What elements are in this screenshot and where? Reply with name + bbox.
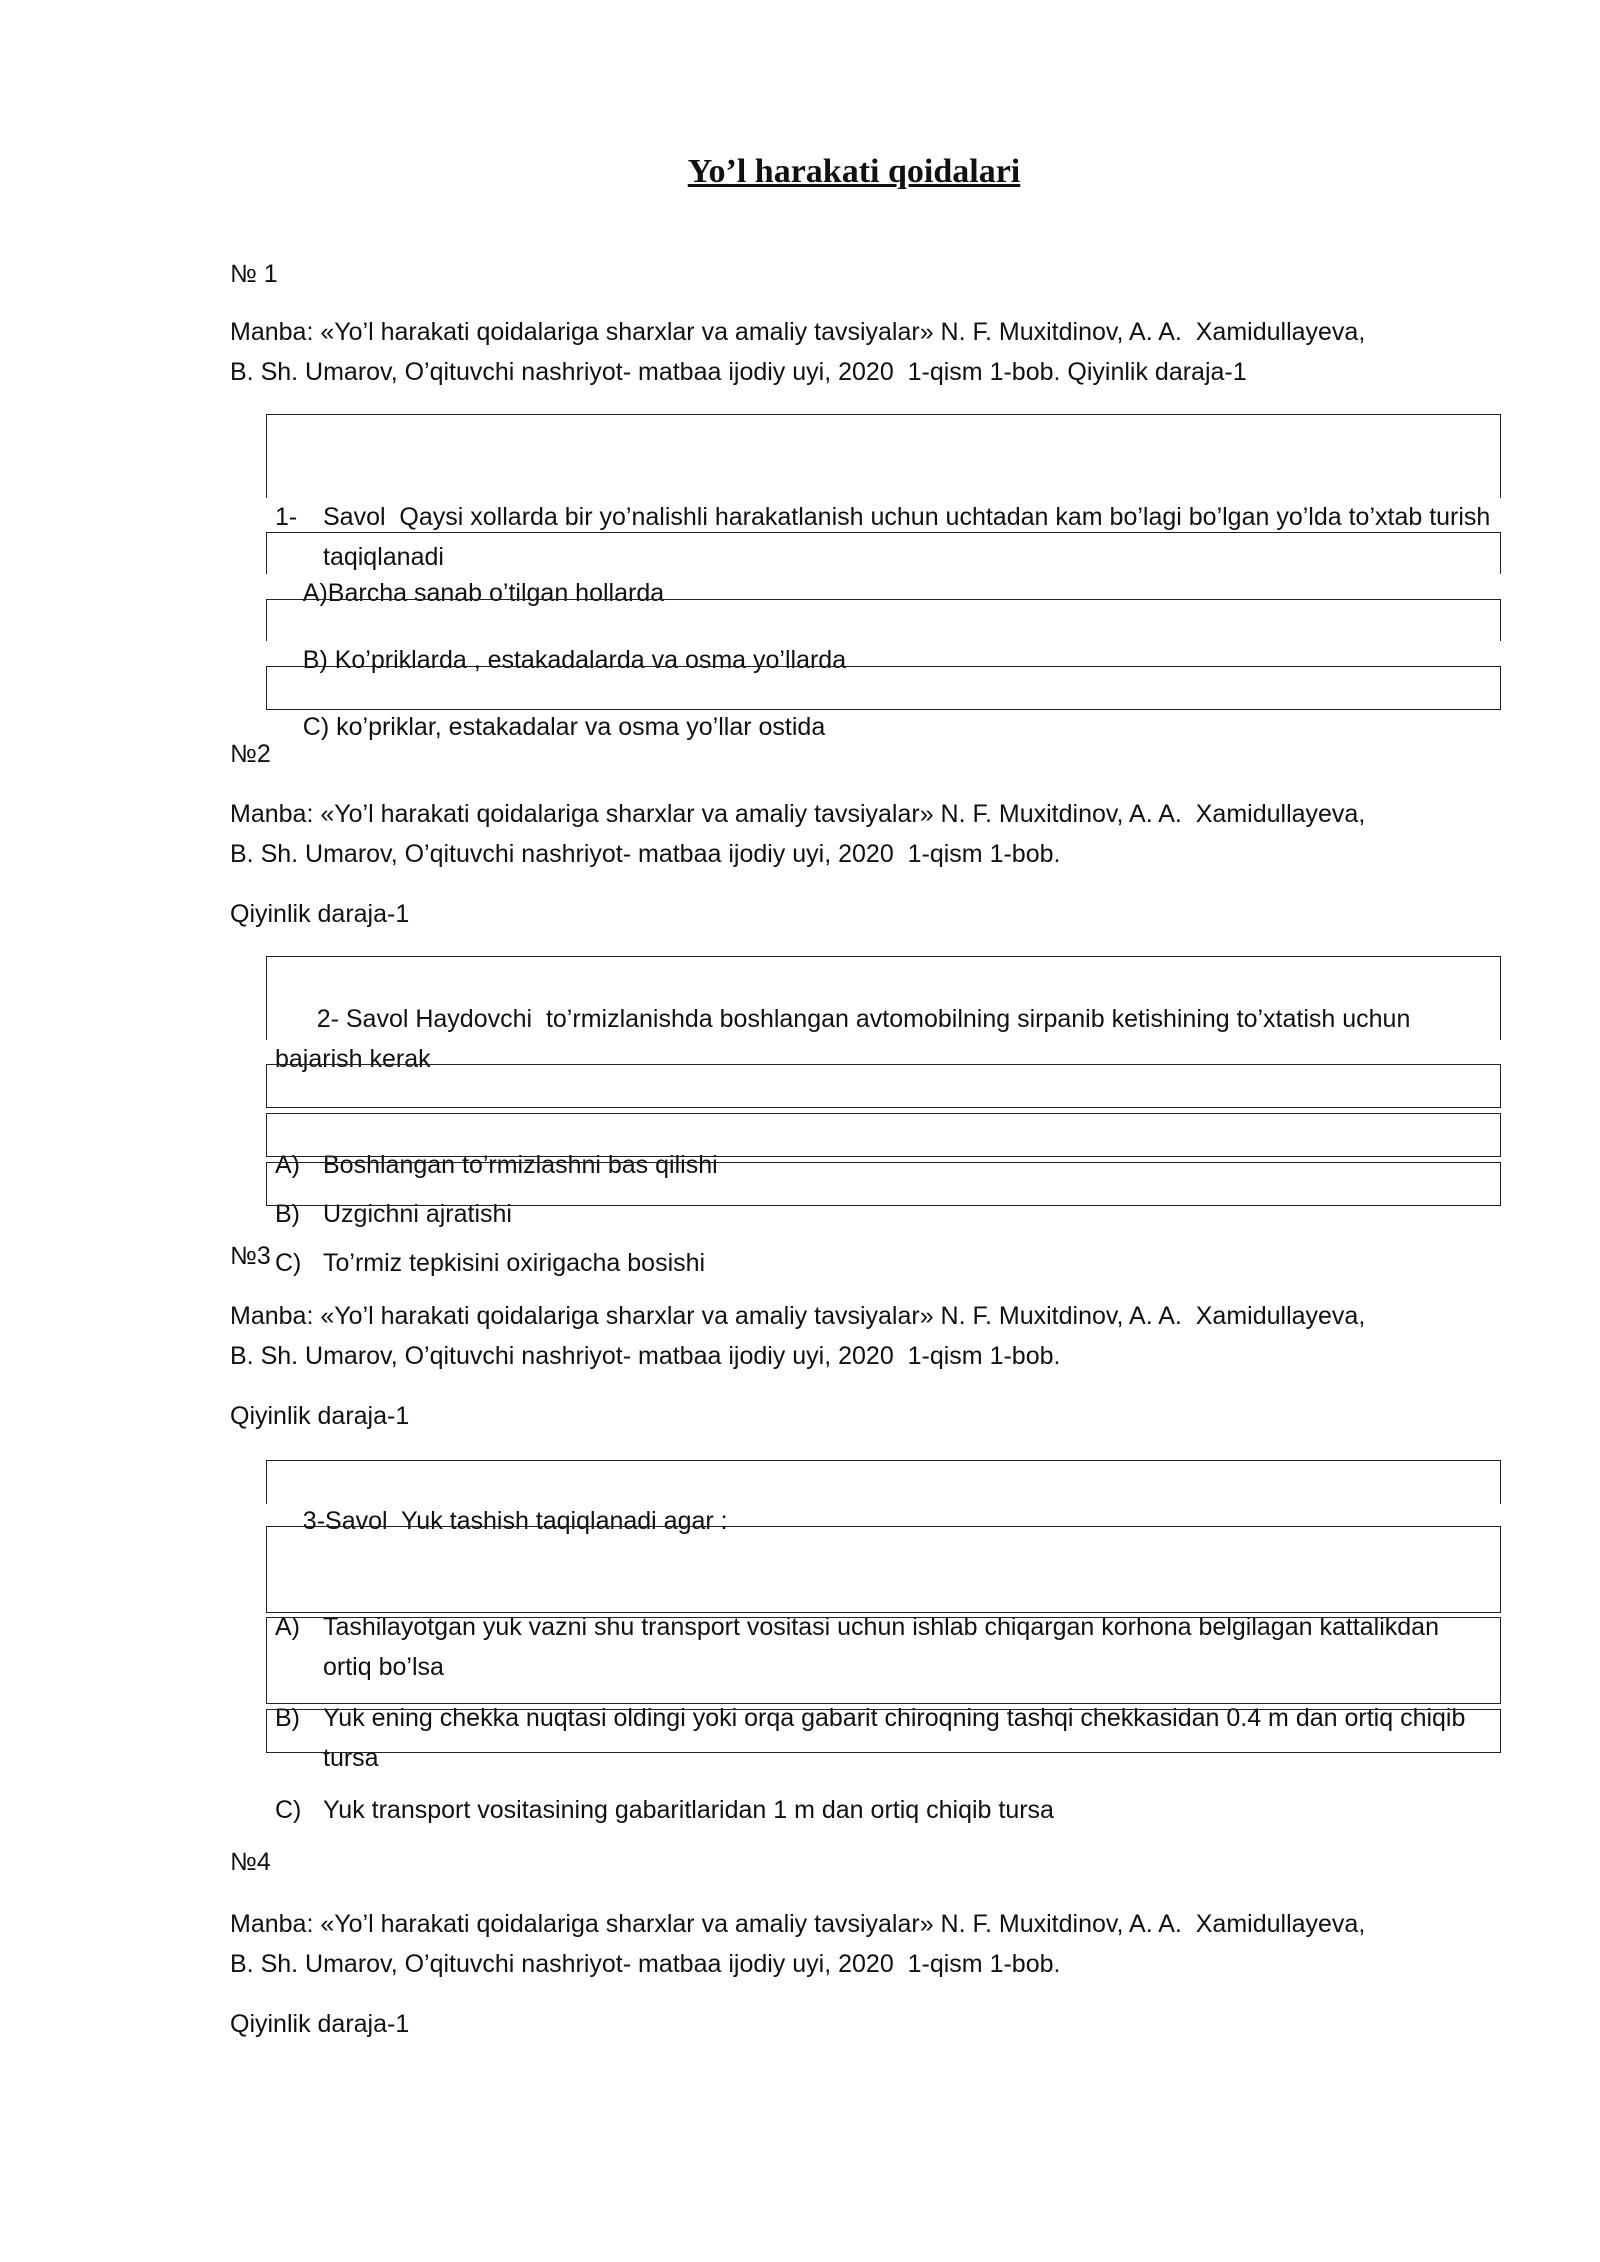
difficulty-level: Qiyinlik daraja-1 [230, 1402, 410, 1430]
answer-option-label: A) [275, 1613, 300, 1641]
answer-option[interactable] [266, 666, 1501, 741]
answer-option[interactable] [266, 532, 1501, 607]
answer-option-text: Yuk ening chekka nuqtasi oldingi yoki orqa gabarit chiroqning tashqi chekkasidan 0.4 m dan ortiq chiqib tursa [323, 1704, 1473, 1772]
source-line: B. Sh. Umarov, O’qituvchi nashriyot- matbaa ijodiy uyi, 2020 1-qism 1-bob. [230, 840, 1061, 868]
question-number: № 1 [230, 260, 278, 288]
question-text: 3-Savol Yuk tashish taqiqlanadi agar : [302, 1507, 728, 1535]
document-title: Yo’l harakati qoidalari [687, 153, 1021, 190]
source-line: Manba: «Yo’l harakati qoidalariga sharxlar va amaliy tavsiyalar» N. F. Muxitdinov, A. A. Xamidullayeva, [230, 1910, 1366, 1938]
answer-option[interactable] [266, 599, 1501, 674]
answer-option[interactable] [266, 1617, 1501, 1772]
question-number: №4 [230, 1848, 271, 1876]
answer-option-label: A) [275, 1151, 300, 1179]
question-box [266, 414, 1501, 571]
answer-option-label: C) [275, 1796, 302, 1824]
source-line: Manba: «Yo’l harakati qoidalariga sharxlar va amaliy tavsiyalar» N. F. Muxitdinov, A. A. Xamidullayeva, [230, 1302, 1366, 1330]
question-number: №3 [230, 1242, 271, 1270]
question-label: 1- [275, 503, 298, 531]
answer-option[interactable] [266, 1064, 1501, 1179]
question-text: 2- Savol Haydovchi to’rmizlanishda boshlangan avtomobilning sirpanib ketishining to’xtatish uchun bajarish kerak [275, 1005, 1418, 1073]
source-line: B. Sh. Umarov, O’qituvchi nashriyot- matbaa ijodiy uyi, 2020 1-qism 1-bob. [230, 1950, 1061, 1978]
question-box [266, 1460, 1501, 1535]
answer-option-label: B) [275, 1704, 300, 1732]
source-line: Manba: «Yo’l harakati qoidalariga sharxlar va amaliy tavsiyalar» N. F. Muxitdinov, A. A. Xamidullayeva, [230, 318, 1366, 346]
source-line: Manba: «Yo’l harakati qoidalariga sharxlar va amaliy tavsiyalar» N. F. Muxitdinov, A. A. Xamidullayeva, [230, 800, 1366, 828]
difficulty-level: Qiyinlik daraja-1 [230, 900, 410, 928]
question-number: №2 [230, 740, 271, 768]
answer-option-text: Uzgichni ajratishi [323, 1200, 512, 1228]
answer-option-text: Tashilayotgan yuk vazni shu transport vositasi uchun ishlab chiqargan korhona belgilagan kattalikdan ortiq bo’lsa [323, 1613, 1446, 1681]
answer-option-text: C) ko’priklar, estakadalar va osma yo’llar ostida [302, 713, 826, 741]
answer-option-text: To’rmiz tepkisini oxirigacha bosishi [323, 1249, 706, 1277]
answer-option-text: A)Barcha sanab o’tilgan hollarda [302, 579, 665, 607]
source-line: B. Sh. Umarov, O’qituvchi nashriyot- matbaa ijodiy uyi, 2020 1-qism 1-bob. Qiyinlik daraja-1 [230, 358, 1247, 386]
question-text: Savol Qaysi xollarda bir yo’nalishli harakatlanish uchun uchtadan kam bo’lagi bo’lgan yo’lda to’xtab turish taqiqlanadi [323, 503, 1498, 571]
answer-option-text: Boshlangan to’rmizlashni bas qilishi [323, 1151, 718, 1179]
answer-option[interactable] [266, 1709, 1501, 1824]
question-box [266, 956, 1501, 1073]
difficulty-level: Qiyinlik daraja-1 [230, 2010, 410, 2038]
answer-option-text: Yuk transport vositasining gabaritlaridan 1 m dan ortiq chiqib tursa [323, 1796, 1054, 1824]
answer-option-label: C) [275, 1249, 302, 1277]
answer-option[interactable] [266, 1526, 1501, 1681]
answer-option-label: B) [275, 1200, 300, 1228]
answer-option-text: B) Ko’priklarda , estakadalarda va osma yo’llarda [302, 646, 847, 674]
source-line: B. Sh. Umarov, O’qituvchi nashriyot- matbaa ijodiy uyi, 2020 1-qism 1-bob. [230, 1342, 1061, 1370]
